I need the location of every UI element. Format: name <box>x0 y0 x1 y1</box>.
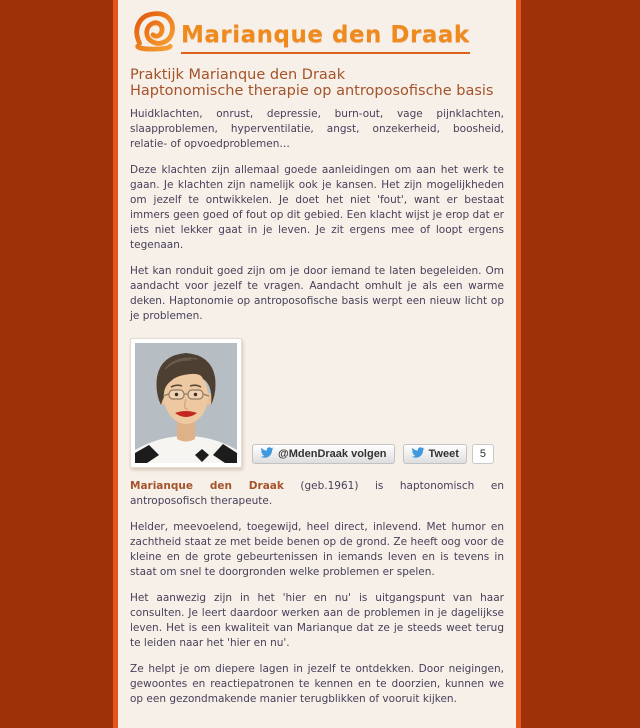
paragraph: Ze helpt je om diepere lagen in jezelf te ontdekken. Door neigingen, gewoontes en reactiepatronen te kennen en te doorzien, kunnen we op een gezondmakende manier terugblikken of vooruit kijken. <box>130 663 504 705</box>
twitter-bird-icon <box>411 447 429 462</box>
page-container <box>113 0 521 728</box>
twitter-follow-label: @MdenDraak volgen <box>278 448 387 460</box>
site-logo[interactable] <box>130 8 470 56</box>
paragraph: Deze klachten zijn allemaal goede aanleidingen om aan het werk te gaan. Je klachten zijn namelijk ook je kansen. Het zijn mogelijkheden om jezelf te ontwikkelen. Je doet het niet 'fout', want er bestaat immers geen goed of fout op dit gebied. Een klacht wijst je erop dat er iets niet lekker gaat in je leven. Je zit ergens mee of loopt ergens tegenaan. <box>130 164 504 251</box>
photo-and-social-row <box>130 338 504 468</box>
paragraph: Het aanwezig zijn in het 'hier en nu' is uitgangspunt van haar consulten. Je leert daardoor werken aan de problemen in je dagelijkse leven. Het is een kwaliteit van Marianque dat ze je steeds weet terug te leiden naar het 'hier en nu'. <box>130 592 504 649</box>
tweet-button[interactable] <box>403 444 467 464</box>
bio-intro-text: (geb.1961) is haptonomisch en antroposofisch therapeute. <box>130 480 504 507</box>
tweet-count-badge[interactable]: 5 <box>472 444 494 464</box>
twitter-widgets <box>252 444 494 464</box>
twitter-bird-icon <box>260 447 278 462</box>
bio-intro-paragraph <box>130 479 504 509</box>
symptoms-paragraph: Huidklachten, onrust, depressie, burn-out, vage pijnklachten, slaapproblemen, hyperventilatie, angst, onzekerheid, boosheid, relatie- of opvoedproblemen… <box>130 108 504 150</box>
logo-text: Marianque den Draak <box>181 22 470 54</box>
tweet-button-label: Tweet <box>428 448 459 460</box>
therapist-name: Marianque den Draak <box>130 480 284 492</box>
paragraph: Het kan ronduit goed zijn om je door iemand te laten begeleiden. Om aandacht voor jezelf te vragen. Aandacht omhult je als een warme deken. Haptonomie op antroposofische basis werpt een nieuw licht op je problemen. <box>130 265 504 322</box>
twitter-follow-button[interactable] <box>252 444 395 464</box>
portrait-photo <box>130 338 242 468</box>
spiral-logo-icon <box>130 8 176 56</box>
page-title <box>130 68 504 99</box>
paragraph: Helder, meevoelend, toegewijd, heel direct, inlevend. Met humor en zachtheid staat ze met beide benen op de grond. Ze heeft oog voor de kleine en de grote gebeurtenissen in iemands leven en is tevens in staat om snel te doorgronden welke problemen er spelen. <box>130 521 504 578</box>
page-title-line1: Praktijk Marianque den Draak <box>130 67 346 83</box>
page-title-line2: Haptonomische therapie op antroposofische basis <box>130 82 494 99</box>
